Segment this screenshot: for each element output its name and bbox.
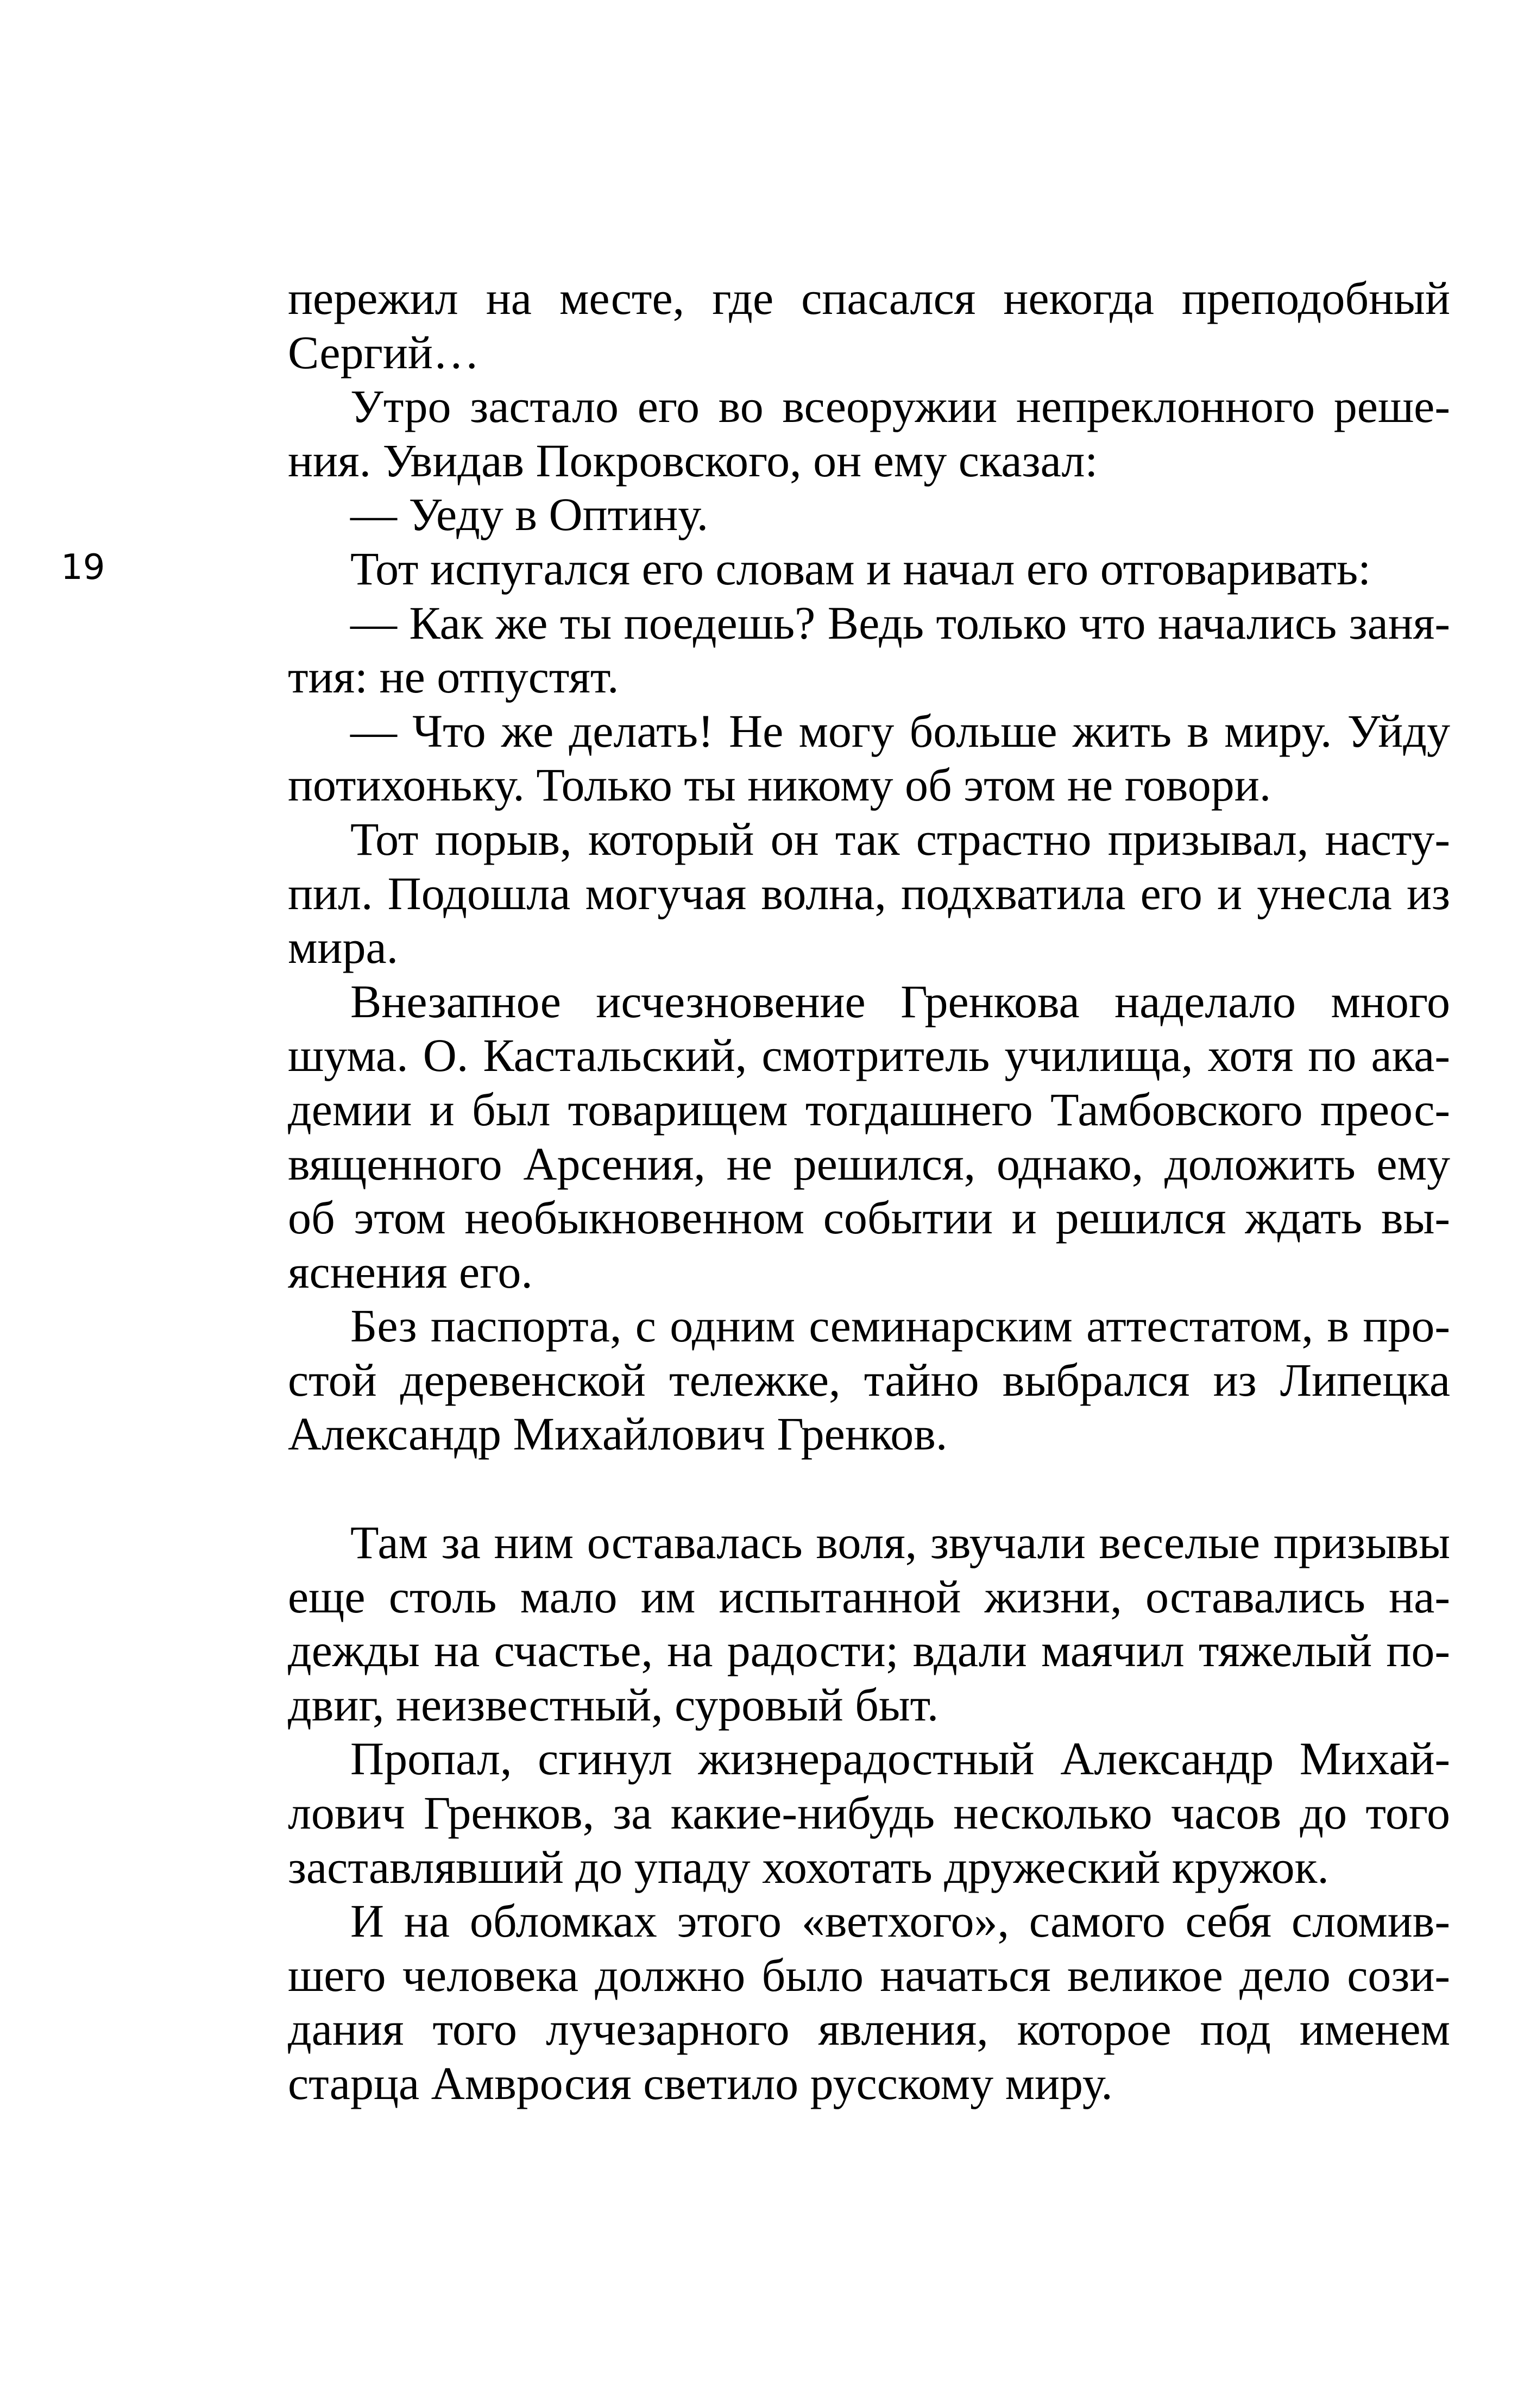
text-line: лович Гренков, за какие-нибудь несколько часов до того	[288, 1787, 1450, 1839]
paragraph	[288, 975, 1450, 1300]
text-line: Утро застало его во всеоружии непреклонного реше-	[350, 380, 1450, 433]
text-line: двиг, неизвестный, суровый быт.	[288, 1678, 939, 1731]
text-line: об этом необыкновенном событии и решился ждать вы-	[288, 1192, 1450, 1244]
text-line: дежды на счастье, на радости; вдали маячил тяжелый по-	[288, 1624, 1450, 1677]
paragraph	[288, 1894, 1450, 2110]
text-line: шума. О. Кастальский, смотритель училища, хотя по ака-	[288, 1029, 1450, 1082]
text-line: Тот испугался его словам и начал его отговаривать:	[350, 542, 1371, 595]
text-line: потихоньку. Только ты никому об этом не говори.	[288, 759, 1271, 811]
paragraph	[288, 272, 1450, 380]
paragraph	[288, 1516, 1450, 1732]
text-line: — Как же ты поедешь? Ведь только что начались заня-	[350, 596, 1450, 649]
paragraph	[288, 704, 1450, 812]
text-line: еще столь мало им испытанной жизни, оставались на-	[288, 1570, 1450, 1623]
paragraph	[288, 596, 1450, 704]
page-number: 19	[61, 547, 105, 588]
paragraph	[288, 1299, 1450, 1461]
text-line: пережил на месте, где спасался некогда преподобный	[288, 272, 1450, 324]
text-line: Тот порыв, который он так страстно призывал, насту-	[350, 812, 1450, 865]
text-line: демии и был товарищем тогдашнего Тамбовского преос-	[288, 1083, 1450, 1136]
text-line: Сергий…	[288, 326, 480, 379]
paragraph	[288, 488, 1450, 542]
text-line: И на обломках этого «ветхого», самого себя сломив-	[350, 1895, 1450, 1947]
text-line: тия: не отпустят.	[288, 651, 619, 703]
text-line: мира.	[288, 921, 399, 974]
paragraph	[288, 542, 1450, 596]
text-line: шего человека должно было начаться великое дело сози-	[288, 1949, 1450, 2001]
text-line: Там за ним оставалась воля, звучали веселые призывы	[350, 1516, 1450, 1569]
text-line: Александр Михайлович Гренков.	[288, 1408, 948, 1460]
text-line: Без паспорта, с одним семинарским аттестатом, в про-	[350, 1300, 1450, 1352]
paragraph	[288, 380, 1450, 488]
text-line: дания того лучезарного явления, которое под именем	[288, 2003, 1450, 2056]
text-line: — Что же делать! Не могу больше жить в миру. Уйду	[350, 704, 1450, 757]
body-text	[288, 272, 1450, 2111]
text-line: Внезапное исчезновение Гренкова наделало много	[350, 975, 1450, 1028]
text-line: старца Амвросия светило русскому миру.	[288, 2057, 1113, 2109]
text-line: Пропал, сгинул жизнерадостный Александр Михай-	[350, 1732, 1450, 1785]
text-line: вященного Арсения, не решился, однако, доложить ему	[288, 1137, 1450, 1190]
text-line: заставлявший до упаду хохотать дружеский кружок.	[288, 1840, 1329, 1893]
paragraph	[288, 1732, 1450, 1894]
text-line: яснения его.	[288, 1245, 533, 1298]
text-line: стой деревенской тележке, тайно выбрался из Липецка	[288, 1353, 1450, 1406]
text-line: ния. Увидав Покровского, он ему сказал:	[288, 434, 1098, 487]
text-line: — Уеду в Оптину.	[350, 488, 709, 541]
paragraph	[288, 812, 1450, 975]
text-line: пил. Подошла могучая волна, подхватила его и унесла из	[288, 867, 1450, 919]
